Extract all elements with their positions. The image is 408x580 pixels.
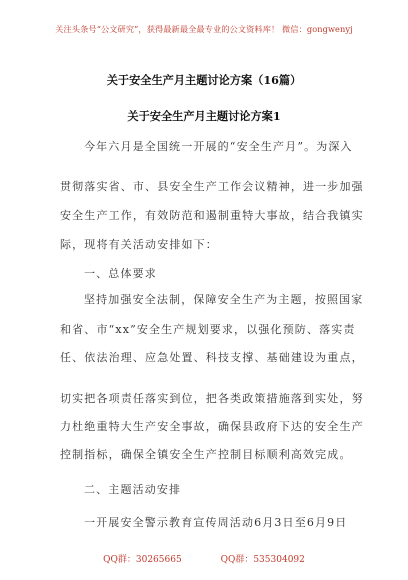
paragraph-line: 安全生产工作，有效防范和遏制重特大事故，结合我镇实 xyxy=(60,209,364,222)
document-title: 关于安全生产月主题讨论方案（16篇） xyxy=(106,73,302,87)
paragraph-line: 和省、市“xx”安全生产规划要求，以强化预防、落实责 xyxy=(60,323,356,336)
header-note: 关注头条号“公文研究”，获得最新最全最专业的公文资料库！ 微信：gongwenyj xyxy=(55,24,353,34)
paragraph-line: 切实把各项责任落实到位，把各类政策措施落到实处，努 xyxy=(60,392,364,405)
paragraph-line: 坚持加强安全法制，保障安全生产为主题，按照国家 xyxy=(84,293,364,306)
paragraph-line: 一开展安全警示教育宣传周活动6月3日至6月9日 xyxy=(84,516,348,529)
paragraph-line: 控制指标，确保全镇安全生产控制目标顺利高效完成。 xyxy=(60,448,352,461)
footer-contacts xyxy=(0,552,408,565)
paragraph-line: 力杜绝重特大生产安全事故，确保县政府下达的安全生产 xyxy=(60,420,364,433)
heading-line: 一、总体要求 xyxy=(84,267,157,280)
footer-qq-group-1: QQ群：30265665 xyxy=(103,555,182,565)
paragraph-line: 贯彻落实省、市、县安全生产工作会议精神，进一步加强 xyxy=(60,180,364,193)
footer-qq-group-2: QQ群：535304092 xyxy=(220,555,305,565)
section-title: 关于安全生产月主题讨论方案1 xyxy=(127,109,281,123)
heading-line: 二、主题活动安排 xyxy=(84,483,182,496)
paragraph-line: 任、依法治理、应急处置、科技支撑、基础建设为重点， xyxy=(60,351,364,364)
paragraph-line: 际，现将有关活动安排如下： xyxy=(60,238,218,251)
paragraph-line: 今年六月是全国统一开展的“安全生产月”。为深入 xyxy=(84,140,353,153)
